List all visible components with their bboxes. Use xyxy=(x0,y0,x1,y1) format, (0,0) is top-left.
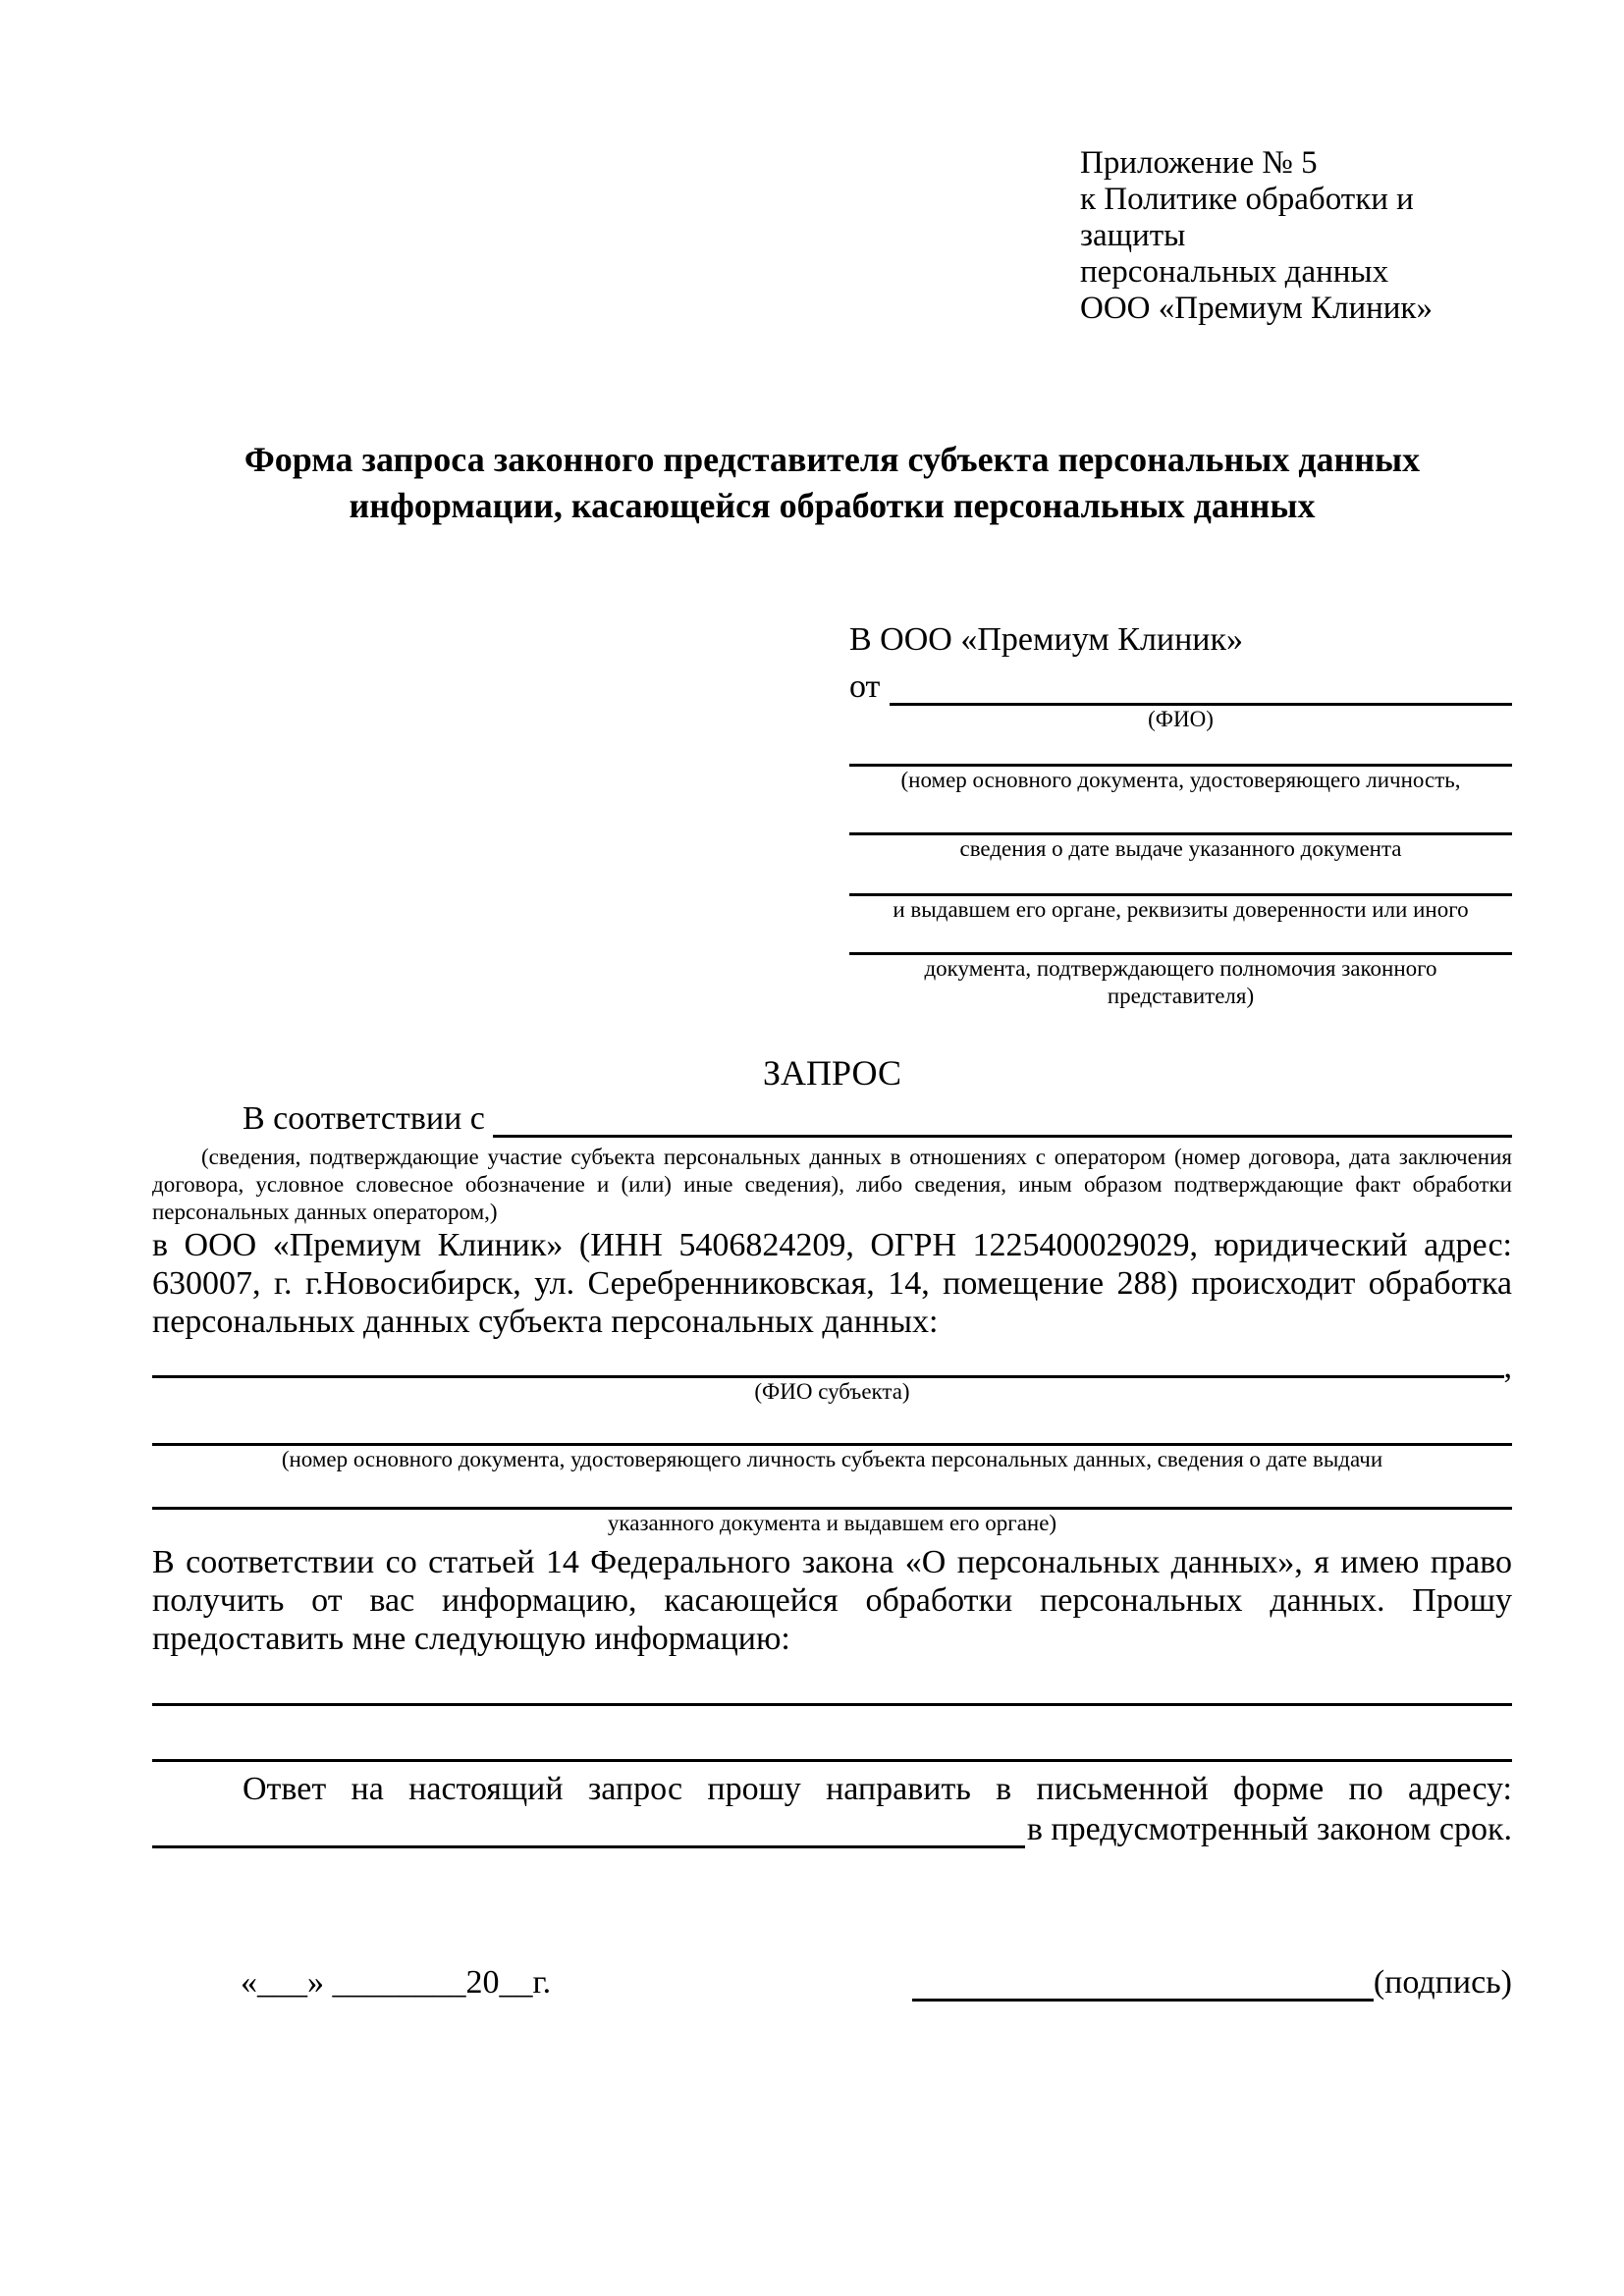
information-blank-line xyxy=(152,1703,1512,1706)
law-paragraph: В соответствии со статьей 14 Федерального закона «О персональных данных», я имею право получить от вас информацию, касающейся обработки персональных данных. Прошу предоставить мне следующую информацию: xyxy=(152,1544,1512,1657)
document-title xyxy=(152,437,1512,529)
addressee-block xyxy=(849,619,1512,1010)
addressee-company: В ООО «Премиум Клиник» xyxy=(849,621,1244,658)
blank-caption: документа, подтверждающего полномочия законного представителя) xyxy=(924,956,1437,1008)
signature-caption: (подпись) xyxy=(1373,1964,1512,2001)
document-title-line: Форма запроса законного представителя субъекта персональных данных xyxy=(244,440,1421,479)
subject-fio-row xyxy=(152,1349,1512,1385)
intro-row xyxy=(152,1095,1512,1138)
fio-caption: (ФИО) xyxy=(1148,707,1214,731)
subject-document-caption: указанного документа и выдавшем его органе) xyxy=(607,1511,1057,1535)
appendix-number: Приложение № 5 xyxy=(1080,145,1318,181)
intro-caption: (сведения, подтверждающие участие субъекта персональных данных в отношениях с оператором (номер договора, дата заключения договора, условное словесное обозначение и (или) иные сведения), либо сведения, иным образом подтверждающие факт обработки персональных данных оператором,) xyxy=(152,1145,1512,1224)
response-paragraph: Ответ на настоящий запрос прошу направить в письменной форме по адресу: xyxy=(243,1771,1512,1807)
blank-caption: (номер основного документа, удостоверяющего личность, xyxy=(900,768,1461,792)
from-row xyxy=(849,661,1512,706)
date-line: «___» ________20__г. xyxy=(241,1964,552,2001)
appendix-policy-line: персональных данных xyxy=(1080,254,1389,290)
intro-blank-line xyxy=(493,1135,1512,1138)
appendix-company: ООО «Премиум Клиник» xyxy=(1080,291,1433,326)
blank-caption: и выдавшем его органе, реквизиты доверенности или иного xyxy=(893,897,1469,922)
subject-document-caption: (номер основного документа, удостоверяющего личность субъекта персональных данных, сведения о дате выдачи xyxy=(281,1447,1383,1471)
blank-line-issue-date xyxy=(849,794,1512,835)
response-tail: в предусмотренный законом срок. xyxy=(1026,1811,1512,1847)
information-blank-line xyxy=(152,1759,1512,1762)
subject-document-blank-line xyxy=(152,1473,1512,1510)
blank-line-issuing-authority xyxy=(849,863,1512,896)
subject-document-blank-line xyxy=(152,1406,1512,1446)
operator-paragraph: в ООО «Премиум Клиник» (ИНН 5406824209, ОГРН 1225400029029, юридический адрес: 630007, г. г.Новосибирск, ул. Серебренниковская, 14, помещение 288) происходит обработка персональных данных субъекта персональных данных: xyxy=(152,1227,1512,1340)
trailing-comma: , xyxy=(1503,1349,1512,1385)
address-blank-line xyxy=(152,1845,1025,1848)
blank-line-authority-document xyxy=(849,924,1512,955)
subject-fio-caption: (ФИО субъекта) xyxy=(754,1379,910,1404)
signature-blank-line xyxy=(912,1969,1374,2002)
request-heading: ЗАПРОС xyxy=(763,1053,901,1093)
appendix-policy-line: к Политике обработки и защиты xyxy=(1080,182,1414,253)
date-signature-row xyxy=(152,1964,1512,2002)
intro-label: В соответствии с xyxy=(243,1100,485,1137)
blank-caption: сведения о дате выдаче указанного документа xyxy=(959,836,1402,861)
blank-line-document-number xyxy=(849,733,1512,767)
from-label: от xyxy=(849,668,881,705)
response-address-row xyxy=(152,1809,1512,1848)
signature-group xyxy=(912,1964,1512,2002)
appendix-header xyxy=(1080,0,1512,327)
document-title-line: информации, касающейся обработки персональных данных xyxy=(349,486,1316,525)
